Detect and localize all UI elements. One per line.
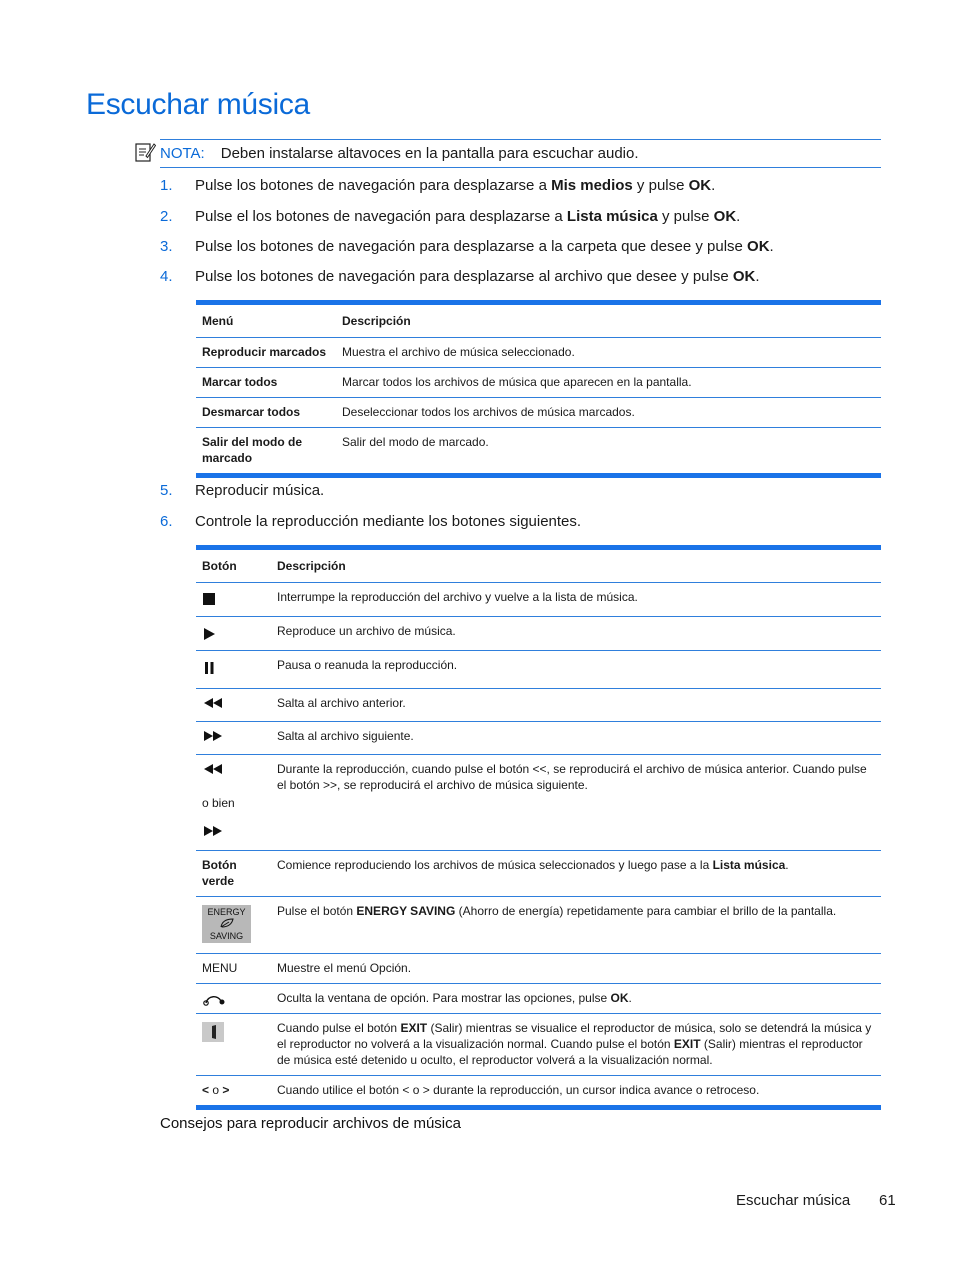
description-cell: Cuando utilice el botón < o > durante la reproducción, un cursor indica avance o retroceso. xyxy=(277,1083,760,1097)
table-row xyxy=(196,1076,881,1108)
menu-cell: Desmarcar todos xyxy=(196,398,336,428)
button-cell xyxy=(196,1014,271,1076)
button-cell xyxy=(196,583,271,617)
description-cell: Marcar todos los archivos de música que aparecen en la pantalla. xyxy=(336,368,881,398)
text: Oculta la ventana de opción. Para mostrar las opciones, pulse xyxy=(277,991,611,1005)
text: (Salir) mientras el reproductor de música esté detenido u oculto, el reproductor volverá a la visualización normal. xyxy=(277,1037,863,1067)
note-text: Deben instalarse altavoces en la pantalla para escuchar audio. xyxy=(220,145,639,162)
column-header: Descripción xyxy=(271,548,881,583)
exit-door-icon xyxy=(202,1022,224,1042)
step-strong: OK xyxy=(688,177,712,194)
exit-icon xyxy=(202,1022,224,1042)
menu-cell: Salir del modo de marcado xyxy=(202,435,303,465)
description-cell: Salta al archivo anterior. xyxy=(271,689,881,722)
table-row xyxy=(196,338,881,368)
step-text: . xyxy=(769,238,774,255)
menu-cell: Reproducir marcados xyxy=(196,338,336,368)
fast-forward-icon xyxy=(202,730,224,742)
description-cell: Muestre el menú Opción. xyxy=(271,954,881,984)
energy-saving-icon xyxy=(202,905,251,943)
stop-icon xyxy=(202,592,216,606)
table-row xyxy=(196,897,881,954)
step-text: Reproducir música. xyxy=(195,482,325,499)
step-5 xyxy=(160,482,324,500)
strong-text: OK xyxy=(610,991,629,1005)
step-text: Controle la reproducción mediante los botones siguientes. xyxy=(195,513,582,530)
text: . xyxy=(785,858,789,872)
table-header-row xyxy=(196,548,881,583)
energy-bottom-text: SAVING xyxy=(209,931,244,941)
step-3 xyxy=(160,238,774,256)
button-label: MENU xyxy=(196,954,271,984)
column-header: Botón xyxy=(196,548,271,583)
strong-text: EXIT xyxy=(673,1037,701,1051)
step-4 xyxy=(160,268,760,286)
play-icon xyxy=(202,627,216,641)
button-cell xyxy=(196,897,271,954)
leaf-icon xyxy=(220,918,234,928)
step-strong: OK xyxy=(713,208,737,225)
text: Pulse el botón xyxy=(277,904,357,918)
button-label: Botón verde xyxy=(196,851,271,897)
table-row xyxy=(196,1014,881,1076)
back-icon xyxy=(202,992,226,1006)
note-box xyxy=(160,139,881,168)
description-cell xyxy=(271,1014,881,1076)
description-cell: Muestra el archivo de música seleccionado. xyxy=(336,338,881,368)
strong-text: Lista música xyxy=(712,858,786,872)
step-text: Pulse los botones de navegación para desplazarse al archivo que desee y pulse xyxy=(195,268,733,285)
description-cell: Durante la reproducción, cuando pulse el botón <<, se reproducirá el archivo de música anterior. Cuando pulse el botón >>, se reproducirá el archivo de música siguiente. xyxy=(271,755,881,851)
step-text: y pulse xyxy=(657,208,714,225)
table-row xyxy=(196,428,881,476)
or-text: o bien xyxy=(202,796,235,810)
description-cell: Salir del modo de marcado. xyxy=(342,435,489,449)
button-cell xyxy=(196,689,271,722)
table-row xyxy=(196,583,881,617)
strong-text: ENERGY SAVING xyxy=(356,904,456,918)
step-1 xyxy=(160,177,715,195)
step-number: 2. xyxy=(160,208,173,225)
text: . xyxy=(628,991,632,1005)
step-text: . xyxy=(736,208,741,225)
step-text: Pulse el los botones de navegación para desplazarse a xyxy=(195,208,567,225)
table-row xyxy=(196,722,881,755)
strong-text: < xyxy=(202,1083,210,1097)
step-text: y pulse xyxy=(632,177,689,194)
description-cell xyxy=(271,851,881,897)
table-row xyxy=(196,954,881,984)
column-header: Descripción xyxy=(336,303,881,338)
description-cell xyxy=(271,984,881,1014)
step-number: 4. xyxy=(160,268,173,285)
step-strong: OK xyxy=(747,238,770,255)
step-number: 1. xyxy=(160,177,173,194)
section-subheading: Consejos para reproducir archivos de música xyxy=(160,1115,461,1132)
table-row xyxy=(196,651,881,689)
rewind-icon xyxy=(202,697,224,709)
column-header: Menú xyxy=(196,303,336,338)
step-strong: Lista música xyxy=(566,208,658,225)
step-text: . xyxy=(711,177,716,194)
button-cell xyxy=(196,984,271,1014)
table-row xyxy=(196,755,881,851)
table-row xyxy=(196,851,881,897)
step-text: Pulse los botones de navegación para desplazarse a la carpeta que desee y pulse xyxy=(195,238,748,255)
table-header-row xyxy=(196,303,881,338)
button-cell xyxy=(196,651,271,689)
table-row xyxy=(196,617,881,651)
text: (Ahorro de energía) repetidamente para cambiar el brillo de la pantalla. xyxy=(455,904,837,918)
button-cell xyxy=(196,755,271,851)
fast-forward-icon xyxy=(202,825,224,837)
pause-icon xyxy=(202,661,216,675)
table-row xyxy=(196,689,881,722)
button-table xyxy=(196,545,881,1110)
description-cell: Pausa o reanuda la reproducción. xyxy=(271,651,881,689)
energy-top-text: ENERGY xyxy=(207,907,246,917)
text: (Salir) mientras se visualice el reproductor de música, solo se detendrá la música y el reproductor no volverá a la visualización normal. Cuando pulse el botón xyxy=(277,1021,872,1051)
note-label: NOTA: xyxy=(160,145,205,162)
description-cell: Salta al archivo siguiente. xyxy=(271,722,881,755)
step-6 xyxy=(160,513,581,531)
description-cell: Reproduce un archivo de música. xyxy=(271,617,881,651)
text: Comience reproduciendo los archivos de música seleccionados y luego pase a la xyxy=(277,858,713,872)
button-cell xyxy=(196,722,271,755)
step-number: 6. xyxy=(160,513,173,530)
rewind-icon xyxy=(202,763,224,775)
description-cell: Deseleccionar todos los archivos de música marcados. xyxy=(336,398,881,428)
note-icon xyxy=(134,141,156,163)
table-row xyxy=(196,984,881,1014)
footer-title: Escuchar música xyxy=(736,1192,851,1209)
button-cell xyxy=(196,617,271,651)
text: o xyxy=(209,1083,223,1097)
menu-cell: Marcar todos xyxy=(196,368,336,398)
text: Cuando pulse el botón xyxy=(277,1021,401,1035)
description-cell: Interrumpe la reproducción del archivo y vuelve a la lista de música. xyxy=(271,583,881,617)
step-strong: OK xyxy=(732,268,756,285)
step-number: 3. xyxy=(160,238,173,255)
menu-table xyxy=(196,300,881,478)
step-number: 5. xyxy=(160,482,173,499)
button-label xyxy=(196,1076,271,1108)
page-number: 61 xyxy=(879,1192,896,1209)
step-text: Pulse los botones de navegación para desplazarse a xyxy=(195,177,552,194)
description-cell xyxy=(271,897,881,954)
table-row xyxy=(196,398,881,428)
step-strong: Mis medios xyxy=(551,177,633,194)
step-2 xyxy=(160,208,740,226)
strong-text: > xyxy=(222,1083,230,1097)
table-row xyxy=(196,368,881,398)
step-text: . xyxy=(755,268,760,285)
page-title: Escuchar música xyxy=(86,88,310,121)
strong-text: EXIT xyxy=(400,1021,428,1035)
